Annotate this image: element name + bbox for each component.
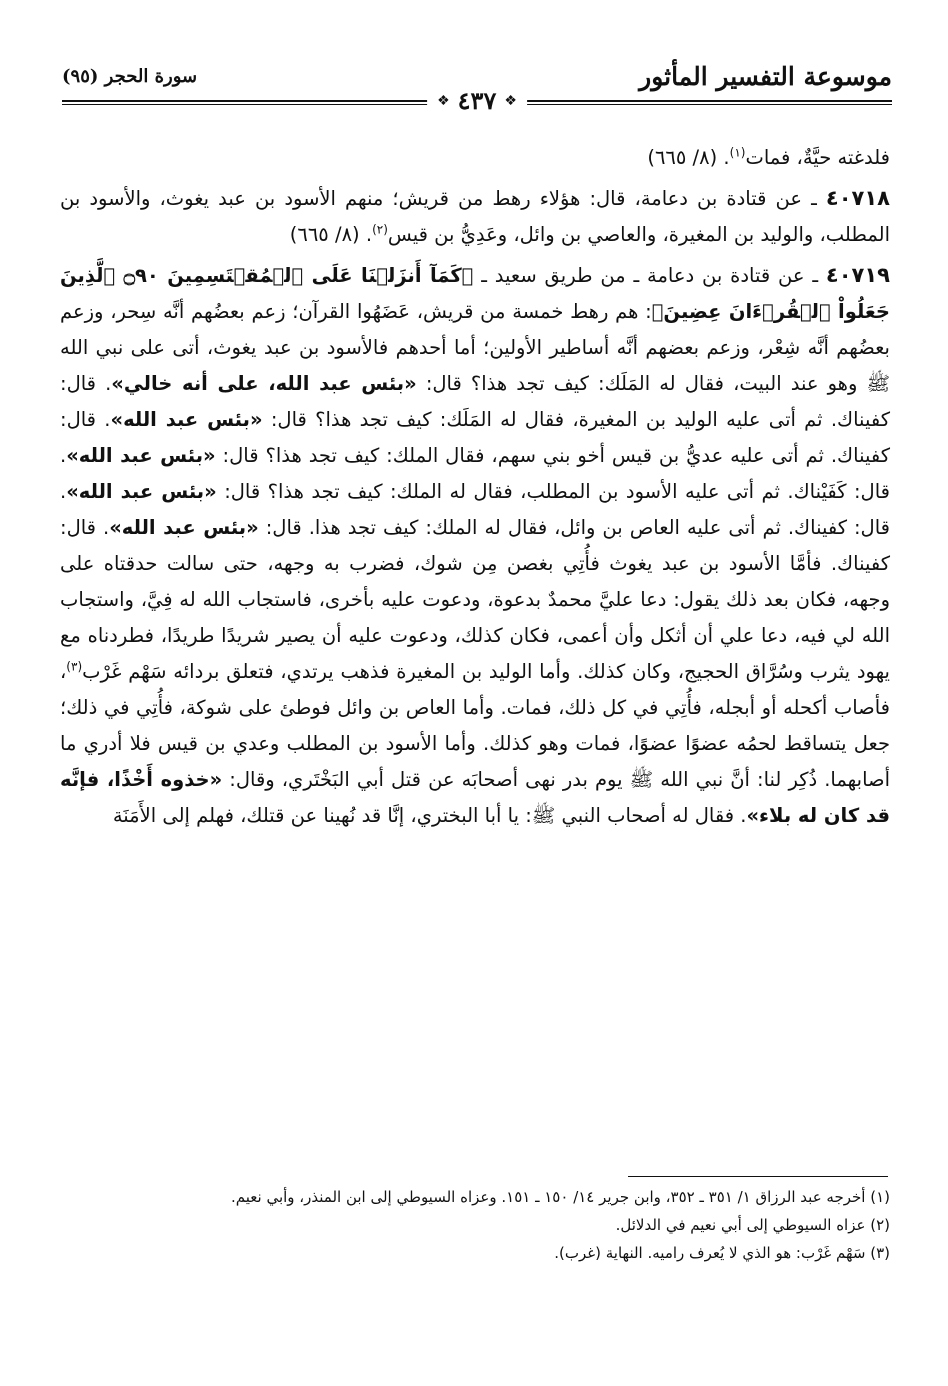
bold-quote: «بئس عبد الله» [66, 444, 216, 467]
text-run: فلدغته حيَّةٌ، فمات [745, 146, 890, 169]
footnotes [60, 1184, 890, 1268]
text-run: . قال: كفيناك. فأمَّا الأسود بن عبد يغوث فأُتِي بغصن مِن شوك، فضرب به وجهه، حتى سالت حدقتاه على وجهه، فكان بعد ذلك يقول: دعا عليَّ محمدٌ بدعوة، ودعوت عليه بأخرى، فاستجاب الله له فِيَّ، واستجاب الله لي فيه، دعا علي أن أثكل وأن أعمى، فكان كذلك، ودعوت عليه أن يصير شريدًا طريدًا، فطردناه مع يهود يثرب وسُرَّاق الحجيج، وكان كذلك. وأما الوليد بن المغيرة فذهب يرتدي، فتعلق بردائه سَهْم غَرْب [60, 516, 890, 683]
bold-quote: «بئس عبد الله» [110, 408, 263, 431]
footnote-ref: (١) [729, 145, 746, 160]
text-run: ـ عن قتادة بن دعامة، قال: هؤلاء رهط من قريش؛ منهم الأسود بن عبد يغوث، والأسود بن المطلب، والوليد بن المغيرة، والعاصي بن وائل، وعَدِيُّ بن قيس [60, 187, 890, 246]
text-run: . قال: كفيناك. ثم أتى عليه عديُّ بن قيس أخو بني سهم، فقال الملك: كيف تجد هذا؟ قال: [60, 408, 890, 467]
text-run: . (٨/ ٦٦٥) [289, 223, 373, 246]
text-run: . قال: كفيناك. ثم أتى عليه الوليد بن المغيرة، فقال له المَلَك: كيف تجد هذا؟ قال: [60, 372, 890, 431]
running-header [62, 58, 892, 115]
quran-verse: ﴿كَمَآ أَنزَلۡنَا عَلَى ٱلۡمُقۡتَسِمِينَ ۝٩٠ ٱلَّذِينَ جَعَلُواْ ٱلۡقُرۡءَانَ عِضِينَ﴾ [60, 264, 890, 323]
text-run: ـ عن قتادة بن دعامة ـ من طريق سعيد ـ [473, 264, 826, 287]
footnote-ref: (٣) [66, 659, 83, 674]
bold-quote: «خذوه أَخْذًا، فإنَّه قد كان له بلاء» [60, 768, 890, 827]
text-run: . قال: كَفَيْناك. ثم أتى عليه الأسود بن المطلب، فقال له الملك: كيف تجد هذا؟ قال: [60, 444, 890, 503]
entry-40718 [60, 180, 890, 253]
main-text [60, 140, 890, 838]
ornament-left-icon: ❖ [437, 92, 450, 109]
bold-quote: «بئس عبد الله، على أنه خالي» [111, 372, 417, 395]
book-title: موسوعة التفسير المأثور [639, 62, 892, 91]
bold-quote: «بئس عبد الله» [66, 480, 217, 503]
ornament-right-icon: ❖ [504, 92, 517, 109]
bold-quote: «بئس عبد الله» [109, 516, 259, 539]
entry-number: ٤٠٧١٨ [825, 186, 890, 210]
text-run: . (٨/ ٦٦٥) [647, 146, 730, 169]
surah-label: سورة الحجر (٩٥) [62, 66, 198, 87]
entry-number: ٤٠٧١٩ [825, 263, 890, 287]
entry-40719 [60, 257, 890, 834]
page-number-box [427, 86, 527, 115]
footnote-2: (٢) عزاه السيوطي إلى أبي نعيم في الدلائل. [615, 1216, 890, 1234]
footnote-3: (٣) سَهْم غَرْب: هو الذي لا يُعرف راميه. النهاية (غرب). [554, 1244, 890, 1262]
page-number: ٤٣٧ [457, 86, 497, 115]
footnote-ref: (٢) [372, 222, 388, 237]
text-run: . فقال له أصحاب النبي ﷺ: يا أبا البختري، إنَّا قد نُهينا عن قتلك، فهلم إلى الأَمَنَة [112, 804, 747, 827]
text-run: ، فأصاب أكحله أو أبجله، فأُتِي في كل ذلك، فمات. وأما العاص بن وائل فوطئ على شوكة، فأُتِي في ذلك؛ جعل يتساقط لحمُه عضوًا عضوًا، فمات وهو كذلك. وأما الأسود بن المطلب وعدي بن قيس فلا أدري ما أصابهما. ذُكِر لنا: أنَّ نبي الله ﷺ يوم بدر نهى أصحابَه عن قتل أبي البَخْتَري، وقال: [60, 660, 890, 791]
text-run: : هم رهط خمسة من قريش، عَضَهُوا القرآن؛ زعم بعضُهم أنَّه سِحر، وزعم بعضُهم أنَّه شِعْر، وزعم بعضهم أنَّه أساطير الأولين؛ أما أحدهم فالأسود بن عبد يغوث، أتى على نبي الله ﷺ وهو عند البيت، فقال له المَلَك: كيف تجد هذا؟ قال: [60, 300, 891, 395]
footnote-separator [628, 1176, 888, 1177]
text-run: . قال: كفيناك. ثم أتى عليه العاص بن وائل، فقال له الملك: كيف تجد هذا. قال: [60, 480, 890, 539]
paragraph-continuation [60, 140, 890, 176]
footnote-1: (١) أخرجه عبد الرزاق ١/ ٣٥١ ـ ٣٥٢، وابن جرير ١٤/ ١٥٠ ـ ١٥١. وعزاه السيوطي إلى ابن المنذر، وأبي نعيم. [230, 1188, 890, 1206]
